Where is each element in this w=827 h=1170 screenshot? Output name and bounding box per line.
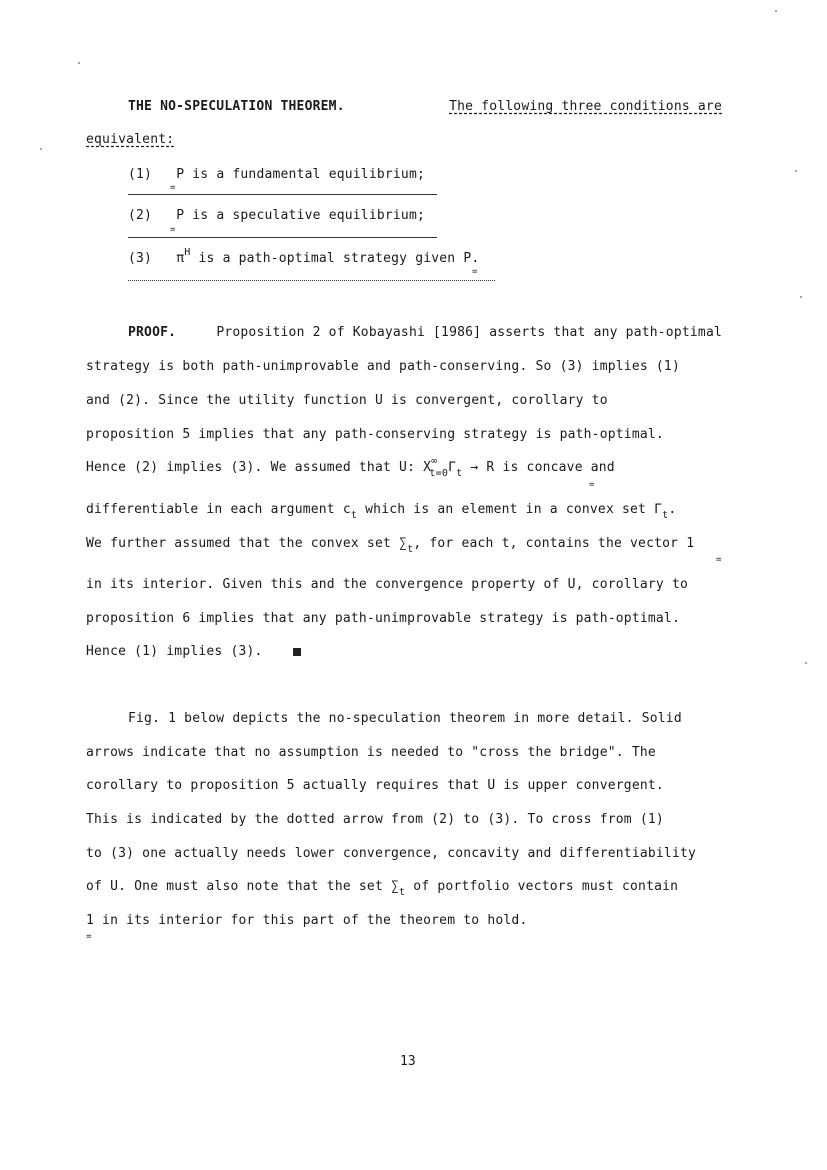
proof-text-5b: → R is concave and bbox=[462, 460, 615, 475]
proof-text-7b: , for each t, contains the vector 1 bbox=[413, 536, 695, 551]
scan-speck bbox=[775, 10, 777, 12]
condition-1-underline bbox=[128, 194, 437, 195]
condition-2-text: P is a speculative equilibrium; bbox=[176, 208, 426, 223]
condition-1-mark: = bbox=[170, 183, 176, 193]
discussion-line-6 bbox=[86, 879, 678, 896]
proof-line-2: strategy is both path-unimprovable and path-conserving. So (3) implies (1) bbox=[86, 359, 680, 374]
condition-1 bbox=[128, 167, 425, 183]
scan-speck bbox=[800, 296, 802, 298]
discussion-line-2: arrows indicate that no assumption is needed to "cross the bridge". The bbox=[86, 745, 656, 760]
condition-3-underline bbox=[128, 280, 495, 281]
condition-3-number: (3) bbox=[128, 251, 153, 266]
theorem-intro: The following three conditions are bbox=[449, 99, 722, 114]
one-underline-mark: = bbox=[86, 932, 92, 942]
condition-1-number: (1) bbox=[128, 167, 153, 182]
discussion-line-7: 1 in its interior for this part of the theorem to hold. bbox=[86, 913, 528, 928]
proof-line-4: proposition 5 implies that any path-conserving strategy is path-optimal. bbox=[86, 427, 664, 442]
condition-3 bbox=[128, 247, 480, 268]
theorem-intro-cont bbox=[86, 132, 174, 148]
condition-3-mark: = bbox=[472, 267, 478, 277]
proof-line-9: proposition 6 implies that any path-unimprovable strategy is path-optimal. bbox=[86, 611, 680, 626]
c-subscript: t bbox=[350, 510, 358, 521]
discussion-line-5: to (3) one actually needs lower convergence, concavity and differentiability bbox=[86, 846, 697, 861]
sigma-subscript: t bbox=[407, 544, 414, 555]
proof-text-6a: differentiable in each argument c bbox=[86, 502, 351, 517]
discussion-line-1: Fig. 1 below depicts the no-speculation theorem in more detail. Solid bbox=[128, 711, 682, 726]
qed-square-icon bbox=[293, 648, 301, 656]
scan-speck bbox=[78, 62, 80, 64]
proof-text-last: Hence (1) implies (3). bbox=[86, 644, 263, 659]
condition-2-mark: = bbox=[170, 225, 176, 235]
vector-one-mark: = bbox=[716, 555, 722, 565]
discussion-line-4: This is indicated by the dotted arrow from (2) to (3). To cross from (1) bbox=[86, 812, 664, 827]
equivalent-text: equivalent: bbox=[86, 132, 175, 147]
gamma-subscript-2: t bbox=[662, 510, 669, 521]
proof-line-10 bbox=[86, 644, 301, 660]
proof-text-1: Proposition 2 of Kobayashi [1986] asserts that any path-optimal bbox=[216, 325, 722, 340]
product-symbol: X bbox=[423, 460, 432, 475]
proof-text-6c: . bbox=[668, 502, 677, 517]
condition-2-underline bbox=[128, 237, 437, 238]
theorem-title: THE NO-SPECULATION THEOREM. bbox=[128, 99, 345, 114]
proof-text-6b: which is an element in a convex set Γ bbox=[357, 502, 663, 517]
proof-line-1 bbox=[128, 325, 722, 341]
pi-symbol: π bbox=[176, 251, 185, 266]
proof-line-6 bbox=[86, 502, 676, 519]
scan-speck bbox=[795, 170, 797, 172]
sigma-subscript-2: t bbox=[399, 887, 406, 898]
infinity-superscript: ∞ bbox=[431, 456, 438, 467]
condition-3-text: is a path-optimal strategy given P. bbox=[198, 251, 480, 266]
page-number: 13 bbox=[400, 1054, 416, 1069]
condition-2 bbox=[128, 208, 425, 224]
discussion-text-6b: of portfolio vectors must contain bbox=[405, 879, 679, 894]
discussion-line-3: corollary to proposition 5 actually requires that U is upper convergent. bbox=[86, 778, 664, 793]
theorem-heading bbox=[128, 99, 722, 115]
scan-speck bbox=[805, 662, 807, 664]
scan-speck bbox=[40, 148, 42, 150]
proof-line-7 bbox=[86, 536, 694, 553]
proof-line-8: in its interior. Given this and the convergence property of U, corollary to bbox=[86, 577, 688, 592]
r-underline-mark: = bbox=[589, 480, 595, 490]
gamma-symbol: Γ bbox=[448, 460, 457, 475]
proof-text-5a: Hence (2) implies (3). We assumed that U: bbox=[86, 460, 416, 475]
proof-line-3: and (2). Since the utility function U is convergent, corollary to bbox=[86, 393, 608, 408]
proof-line-5 bbox=[86, 456, 615, 479]
condition-2-number: (2) bbox=[128, 208, 153, 223]
pi-superscript: H bbox=[184, 247, 191, 258]
gamma-subscript: t bbox=[456, 468, 463, 479]
index-subscript: t=0 bbox=[429, 468, 449, 479]
proof-text-7a: We further assumed that the convex set ∑ bbox=[86, 536, 408, 551]
proof-label: PROOF. bbox=[128, 325, 177, 340]
condition-1-text: P is a fundamental equilibrium; bbox=[176, 167, 426, 182]
discussion-text-6a: of U. One must also note that the set ∑ bbox=[86, 879, 400, 894]
